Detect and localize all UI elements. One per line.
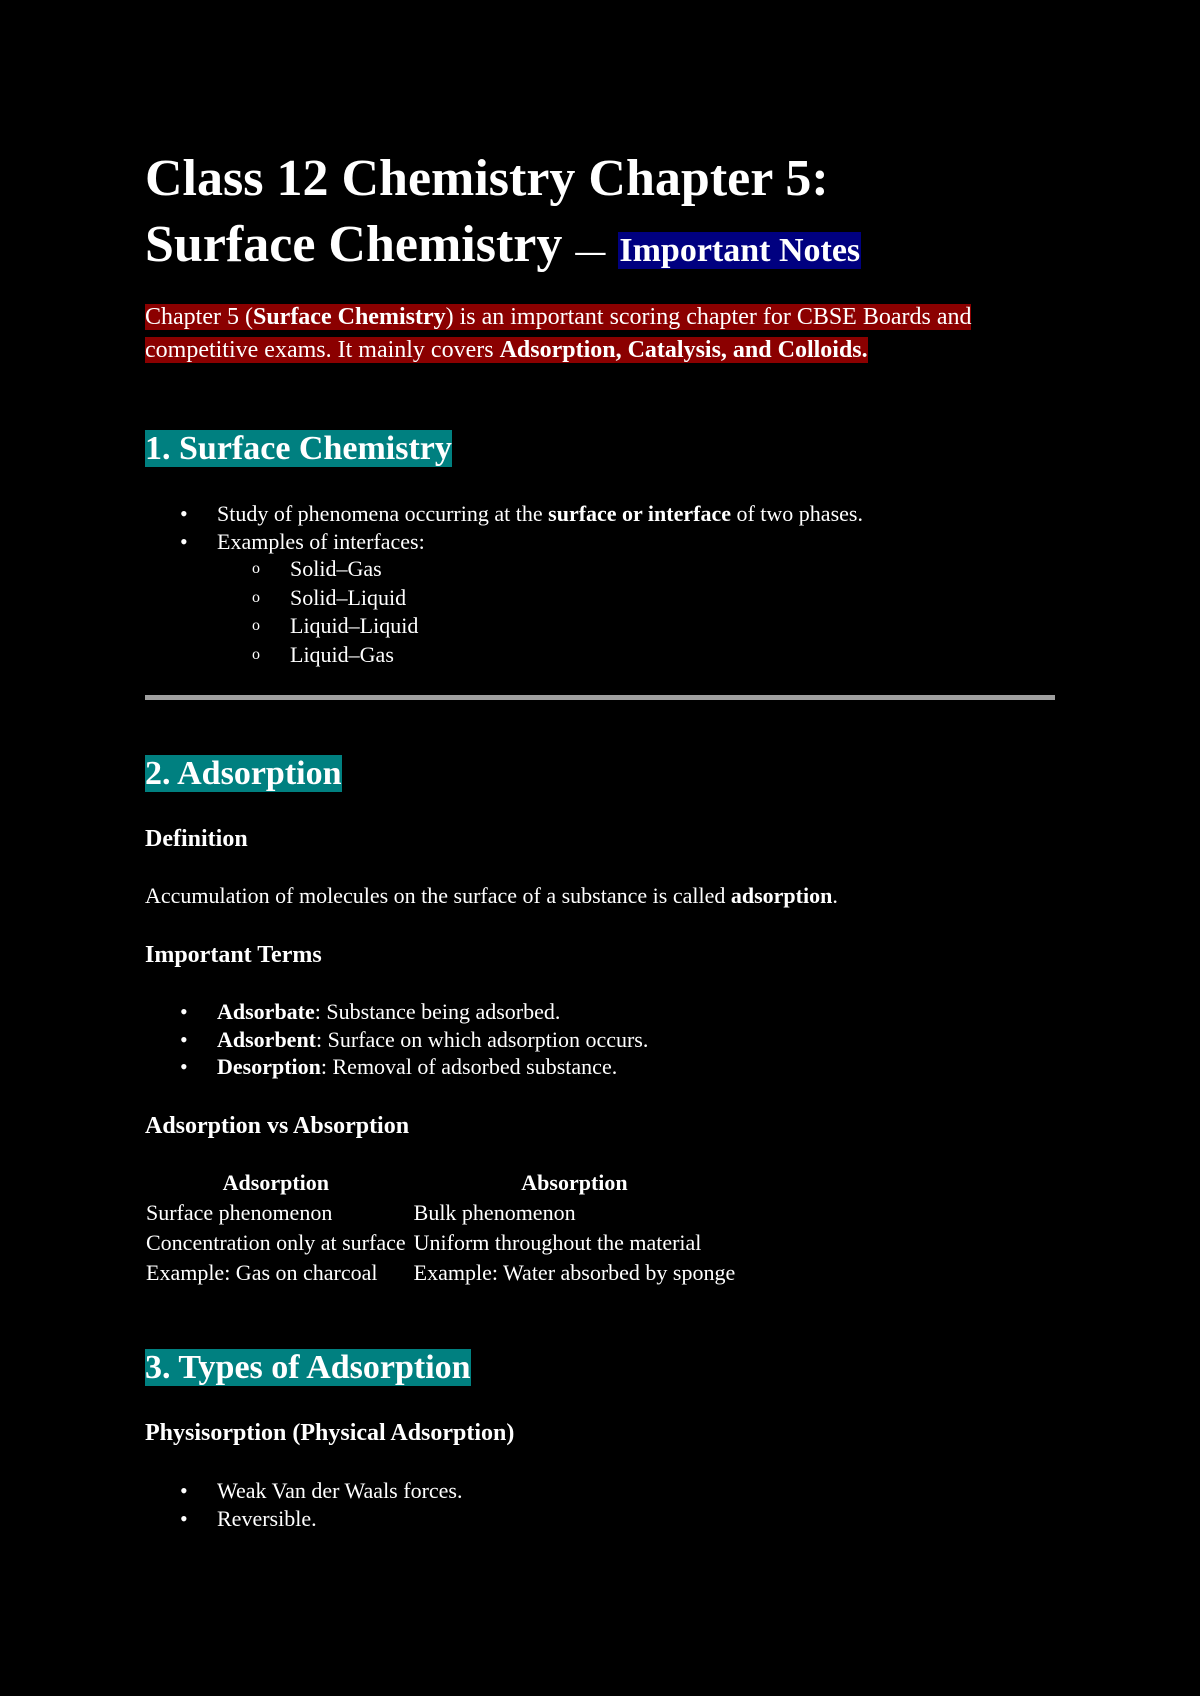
sublist-item: o Solid–Gas [217, 555, 863, 584]
table-row [145, 1228, 736, 1258]
page-title [145, 146, 1055, 285]
table-cell: Concentration only at surface [146, 1230, 406, 1255]
table-cell: Uniform throughout the material [413, 1230, 702, 1255]
list-item: • Study of phenomena occurring at the surface or interface of two phases. [145, 500, 863, 528]
table-header-cell: Adsorption [222, 1170, 329, 1195]
list-item: • Examples of interfaces: o Solid–Gas o Solid–Liquid o Liquid–Liquid o Liquid–Gas [145, 528, 863, 670]
table-row [145, 1258, 736, 1288]
section-heading-surface-chemistry: 1. Surface Chemistry [145, 430, 452, 467]
list-item: • Weak Van der Waals forces. [145, 1477, 463, 1505]
table-header-row [145, 1168, 736, 1198]
important-terms-list [145, 998, 648, 1081]
title-dash: — [575, 235, 606, 268]
list-item: • Reversible. [145, 1505, 463, 1533]
adsorption-absorption-table [145, 1168, 736, 1288]
surface-chemistry-list [145, 500, 863, 670]
table-cell: Example: Gas on charcoal [146, 1260, 378, 1285]
important-terms-heading: Important Terms [145, 942, 322, 968]
table-cell: Example: Water absorbed by sponge [413, 1260, 736, 1285]
section-heading-adsorption: 2. Adsorption [145, 755, 342, 792]
table-header-cell: Absorption [521, 1170, 628, 1195]
sublist-item: o Liquid–Liquid [217, 612, 863, 641]
sublist-item: o Solid–Liquid [217, 584, 863, 613]
comparison-heading: Adsorption vs Absorption [145, 1113, 410, 1139]
physisorption-list [145, 1477, 463, 1532]
title-line-2: Surface Chemistry [145, 216, 563, 273]
sublist-item: o Liquid–Gas [217, 641, 863, 670]
interfaces-sublist [217, 555, 863, 670]
physisorption-heading: Physisorption (Physical Adsorption) [145, 1420, 515, 1446]
table-cell: Surface phenomenon [146, 1200, 333, 1225]
table-cell: Bulk phenomenon [413, 1200, 576, 1225]
list-item: • Adsorbent: Surface on which adsorption occurs. [145, 1026, 648, 1054]
definition-paragraph: Accumulation of molecules on the surface of a substance is called adsorption. [145, 883, 838, 908]
table-row [145, 1198, 736, 1228]
intro-paragraph [145, 301, 1055, 366]
definition-heading: Definition [145, 826, 248, 852]
list-item: • Adsorbate: Substance being adsorbed. [145, 998, 648, 1026]
title-highlight: Important Notes [619, 232, 861, 269]
intro-bold-topics: Adsorption, Catalysis, and Colloids. [499, 336, 868, 363]
section-heading-types-of-adsorption: 3. Types of Adsorption [145, 1349, 471, 1386]
title-line-1: Class 12 Chemistry Chapter 5: [145, 150, 829, 207]
horizontal-divider [145, 695, 1055, 700]
list-item: • Desorption: Removal of adsorbed substance. [145, 1053, 648, 1081]
intro-bold-subject: Surface Chemistry [252, 304, 446, 330]
intro-highlight: Chapter 5 (Surface Chemistry) is an important scoring chapter for CBSE Boards and competitive exams. It mainly covers Adsorption, Catalysis, and Colloids. [145, 304, 972, 363]
